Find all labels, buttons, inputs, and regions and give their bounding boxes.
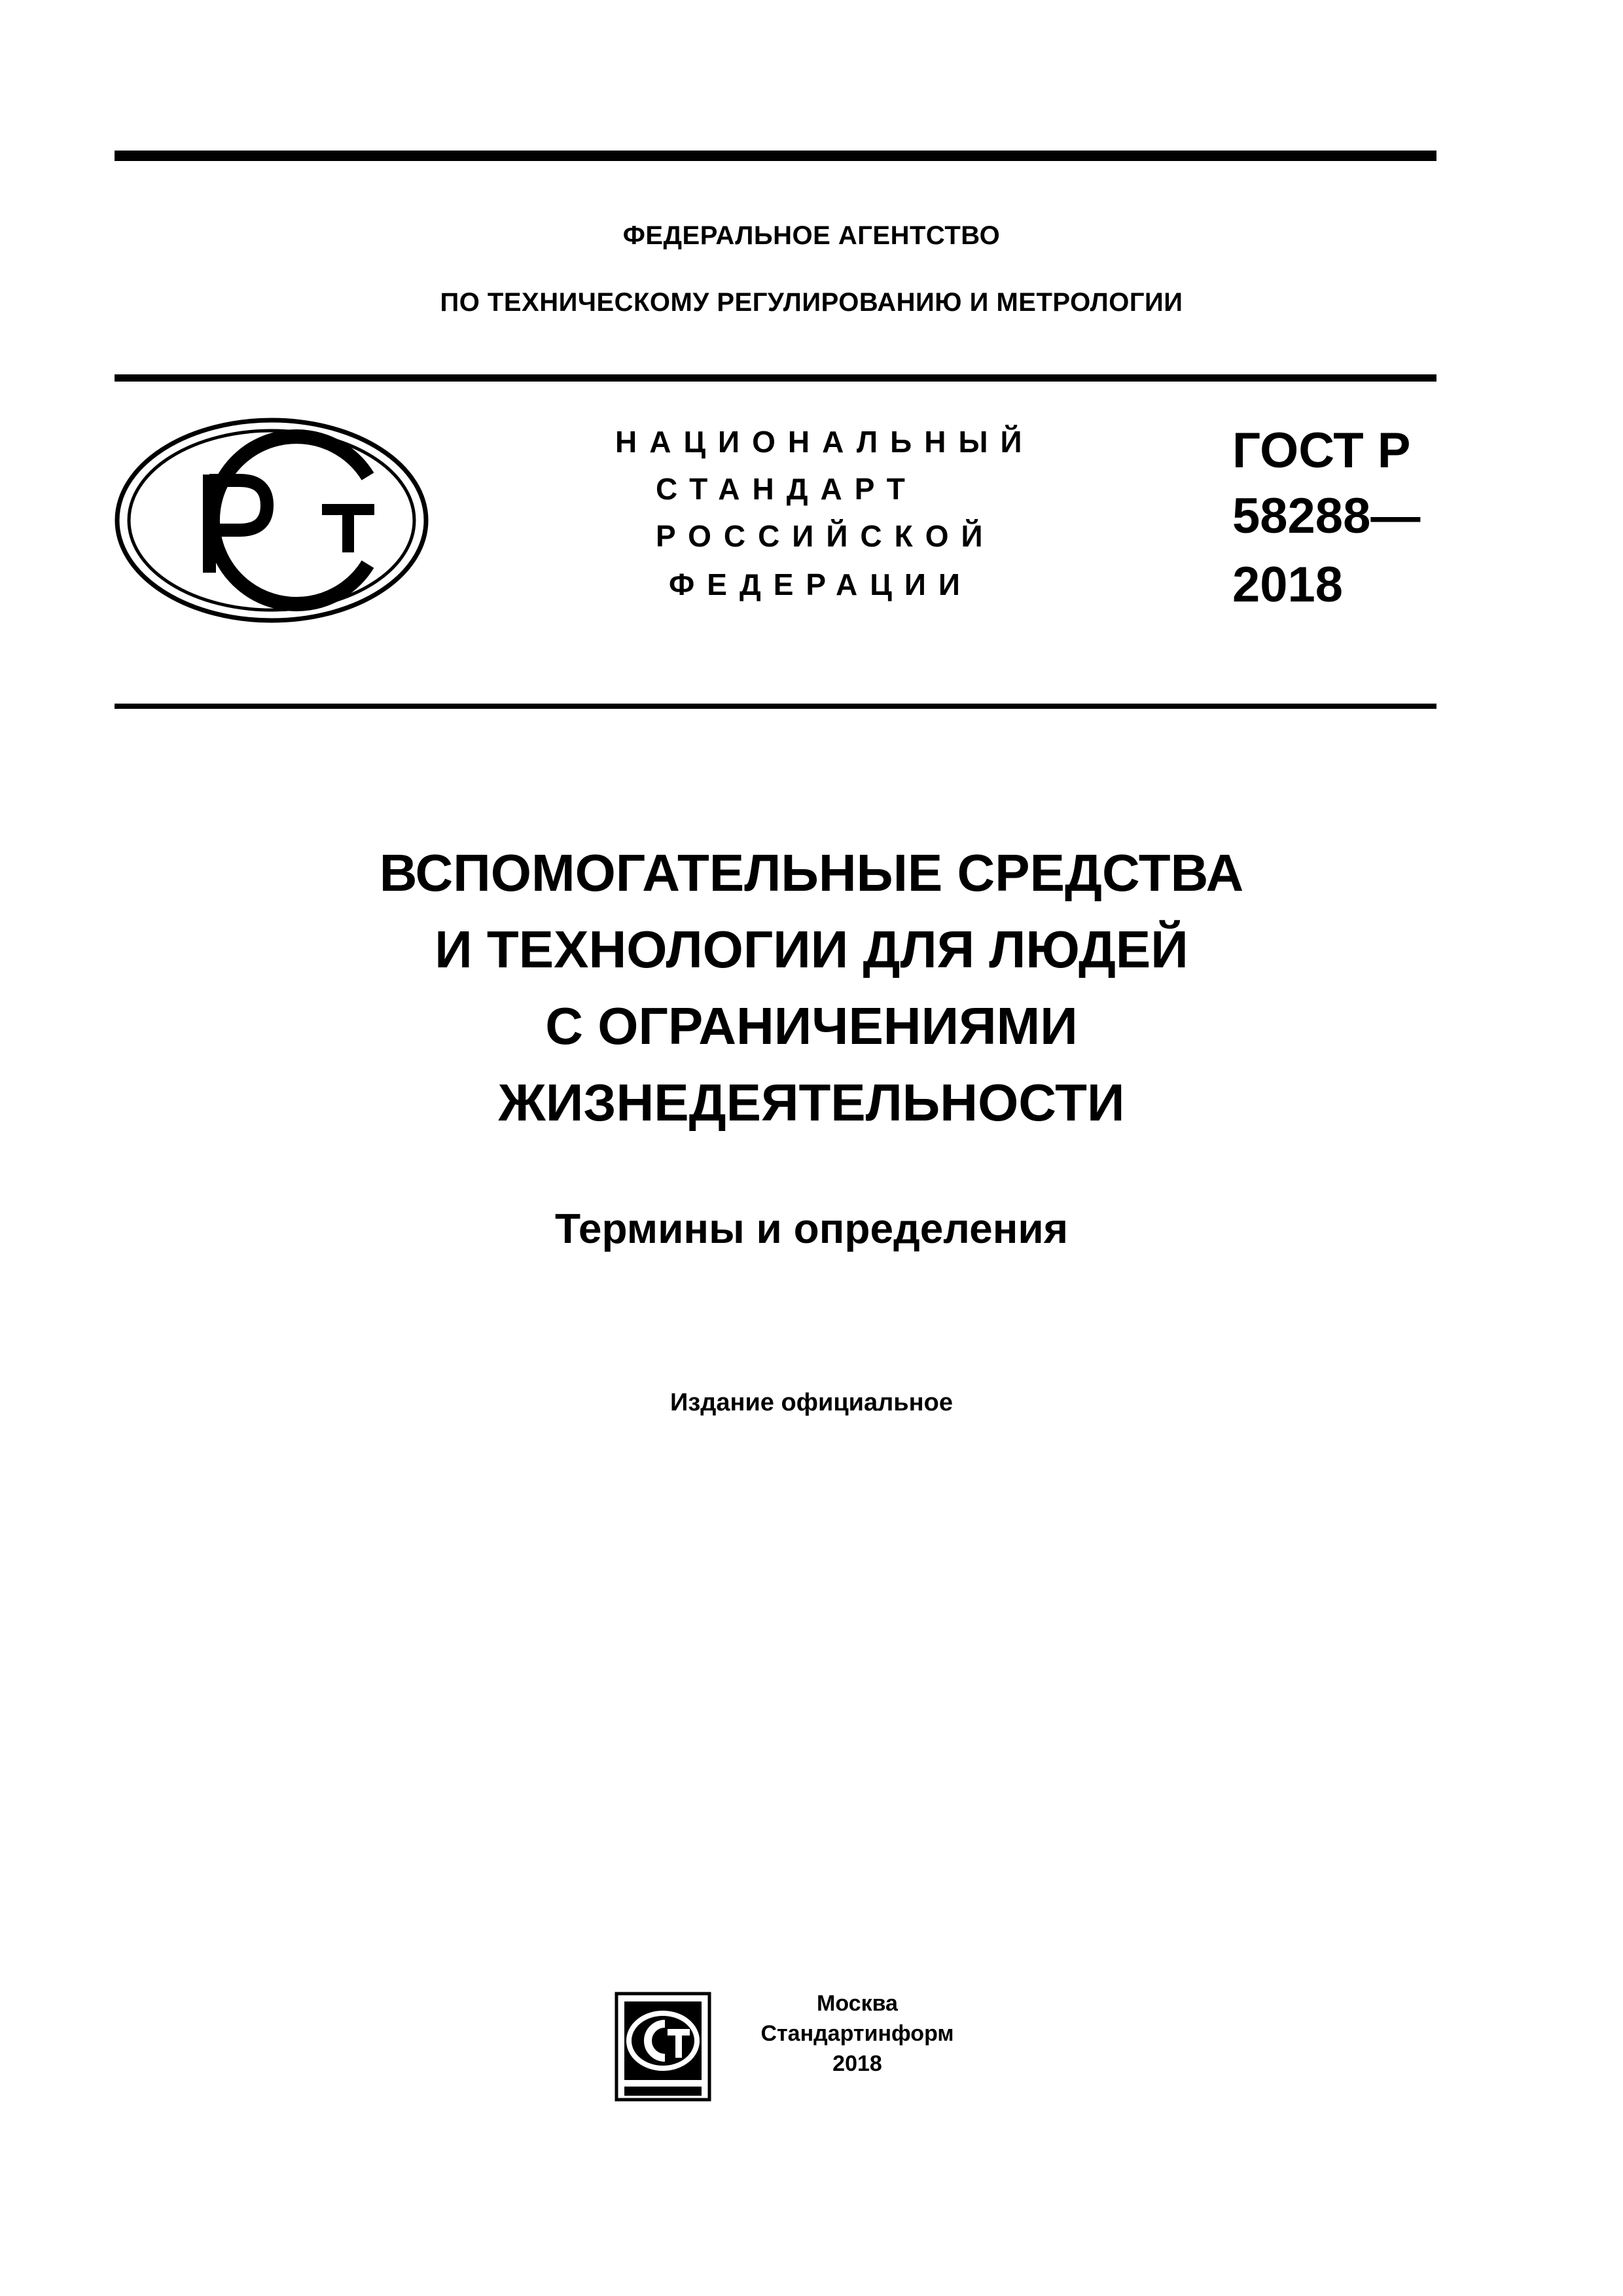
title-line-4: ЖИЗНЕДЕЯТЕЛЬНОСТИ (498, 1073, 1125, 1132)
standard-designation-line-1: ГОСТ Р (1232, 423, 1411, 478)
title-line-3: С ОГРАНИЧЕНИЯМИ (545, 997, 1078, 1055)
standard-type-line-1: НАЦИОНАЛЬНЫЙ (615, 425, 1035, 459)
title-line-2: И ТЕХНОЛОГИИ ДЛЯ ЛЮДЕЙ (435, 920, 1188, 978)
standartinform-logo-icon (614, 1991, 712, 2102)
standard-designation-line-3: 2018 (1232, 557, 1344, 613)
publisher-year: 2018 (832, 2051, 882, 2076)
title-line-1: ВСПОМОГАТЕЛЬНЫЕ СРЕДСТВА (379, 844, 1244, 902)
standard-type-line-3: РОССИЙСКОЙ (656, 519, 995, 553)
document-title (0, 834, 1623, 1141)
edition-note: Издание официальное (670, 1389, 953, 1416)
rst-certification-mark-icon (111, 412, 432, 628)
standard-designation-line-2: 58288— (1232, 488, 1421, 544)
publisher-info (720, 1988, 995, 2079)
publisher-city: Москва (817, 1991, 898, 2016)
agency-name-line-1: ФЕДЕРАЛЬНОЕ АГЕНТСТВО (622, 221, 1001, 250)
top-rule (115, 151, 1436, 161)
document-subtitle: Термины и определения (554, 1205, 1069, 1252)
standard-type-line-4: ФЕДЕРАЦИИ (669, 567, 972, 601)
standard-type-line-2: СТАНДАРТ (656, 472, 918, 506)
header-rule (115, 374, 1436, 382)
title-rule (115, 704, 1436, 709)
agency-name-line-2: ПО ТЕХНИЧЕСКОМУ РЕГУЛИРОВАНИЮ И МЕТРОЛОГИИ (440, 288, 1183, 317)
publisher-name: Стандартинформ (760, 2021, 954, 2046)
